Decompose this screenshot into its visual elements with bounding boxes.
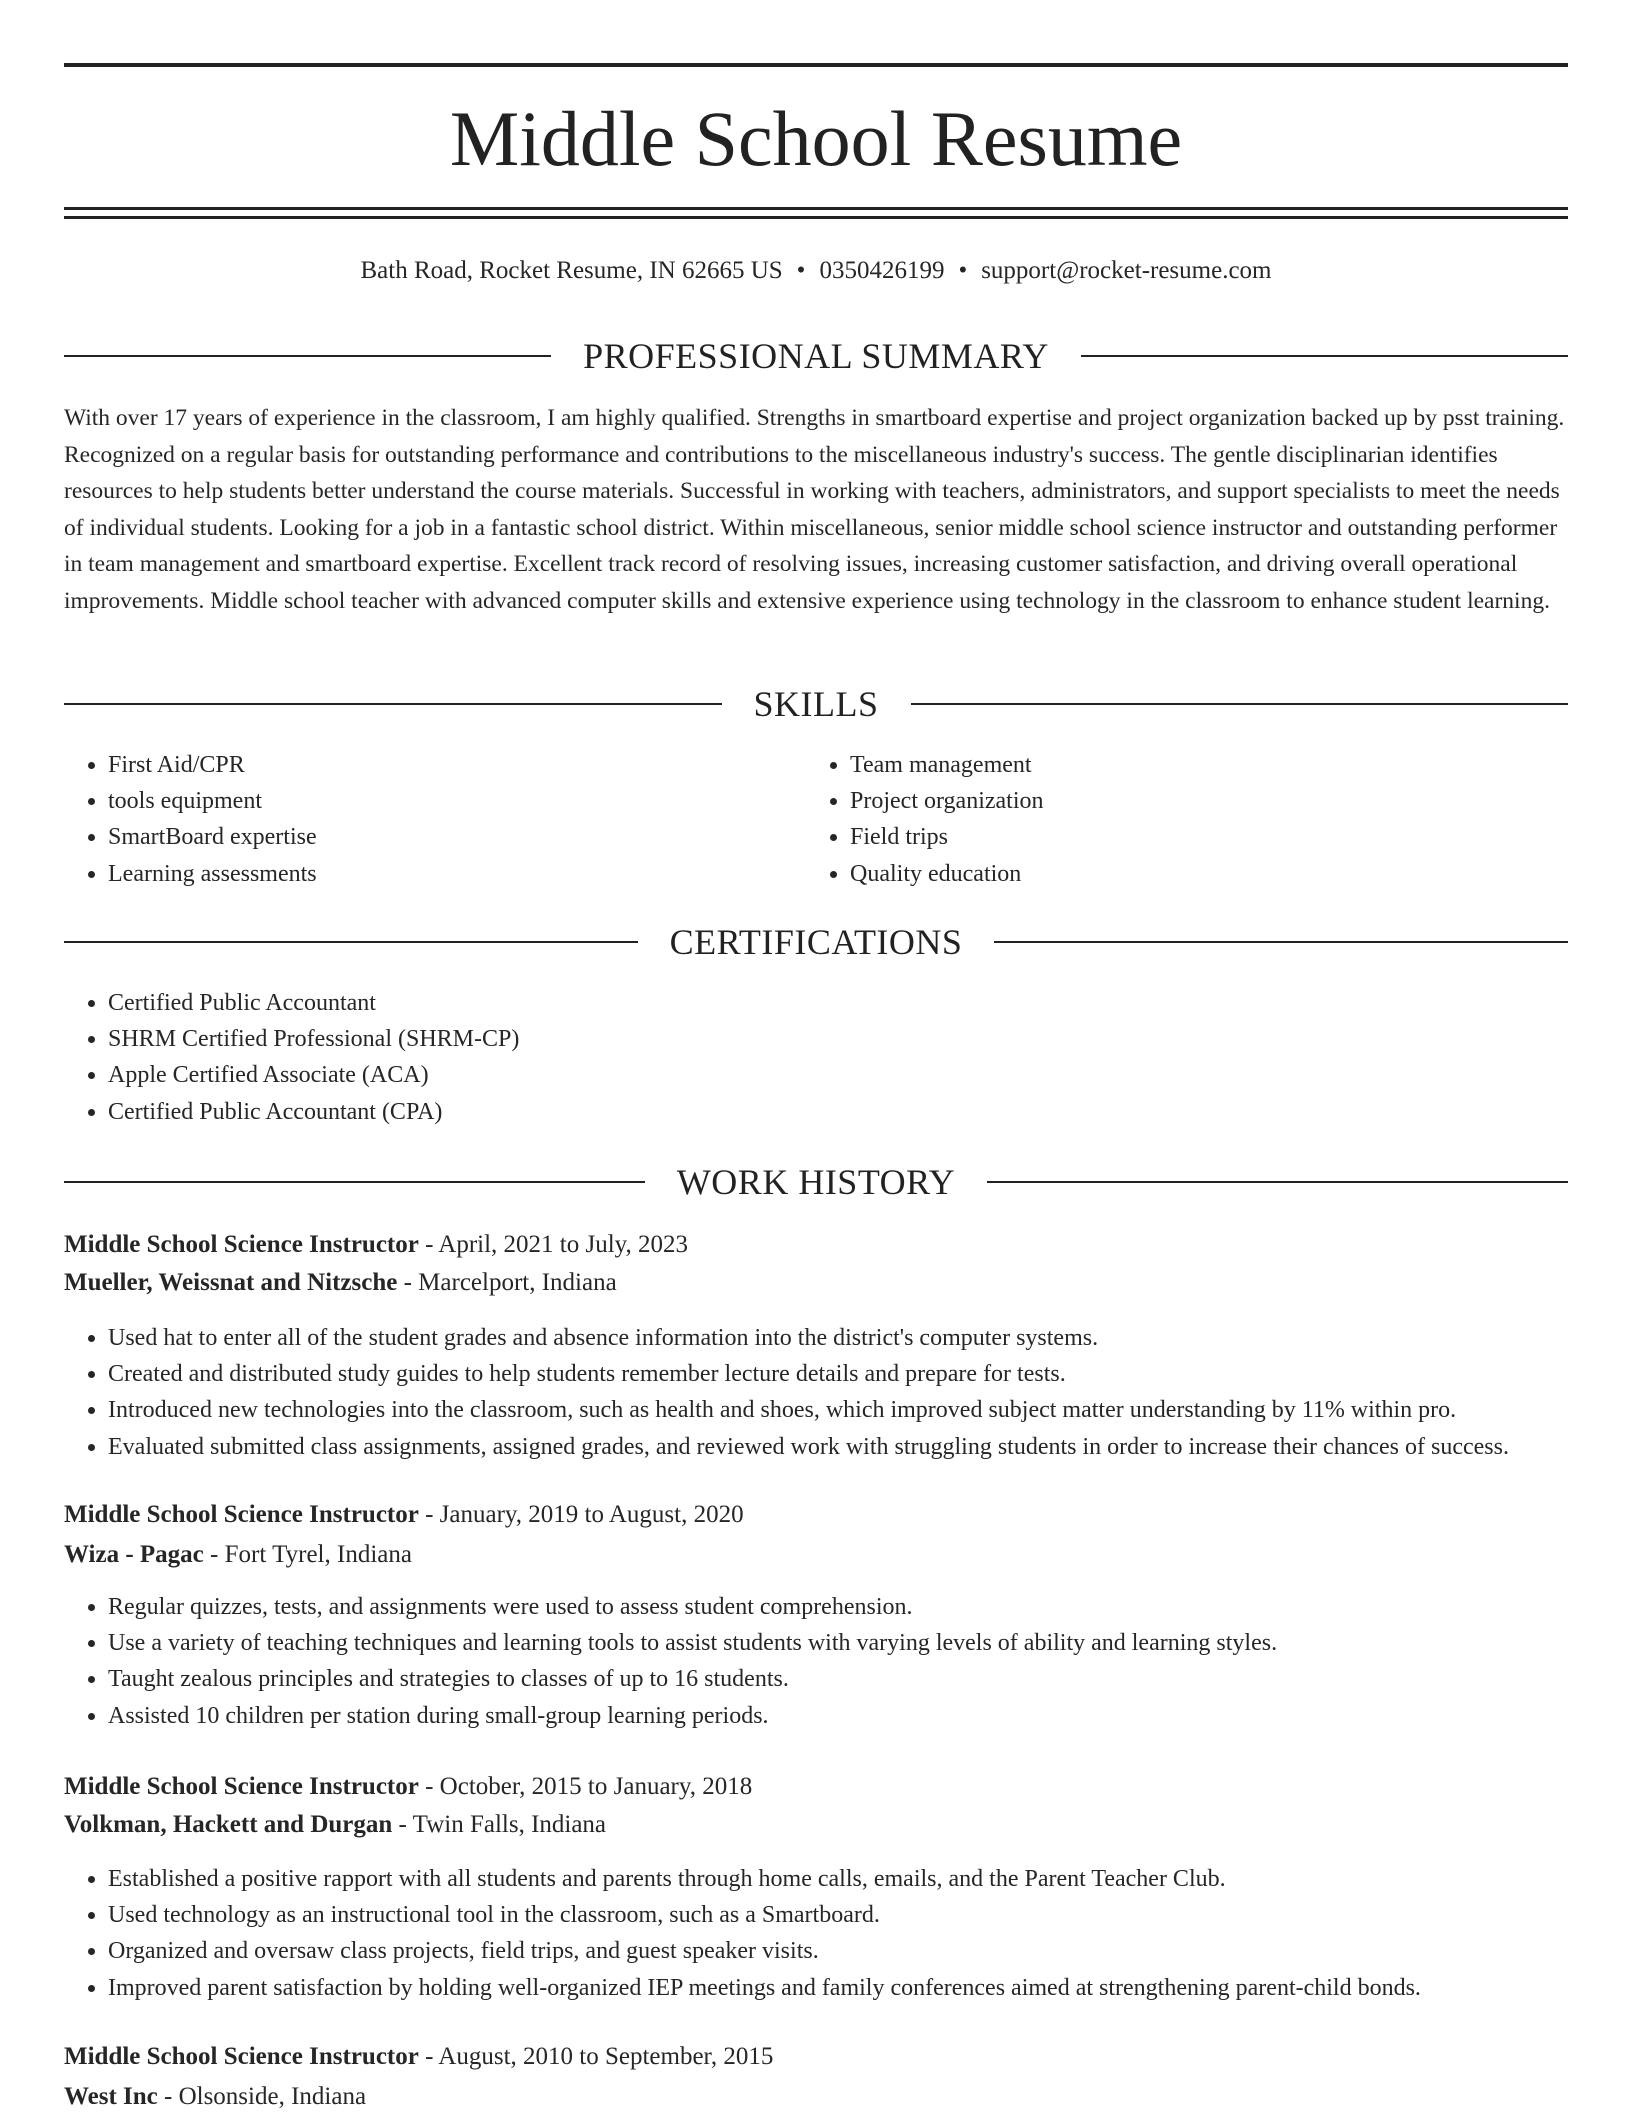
top-rule [64,63,1568,67]
skill-item: • First Aid/CPR [108,747,808,783]
work-section-header [64,1160,1568,1204]
job-title-line [64,1228,688,1262]
summary-section-header [64,334,1568,378]
contact-separator: • [958,257,968,284]
job-dates: - January, 2019 to August, 2020 [425,1501,744,1528]
resume-title: Middle School Resume [449,95,1183,182]
title-rule-lower [64,216,1568,219]
certification-item: • Certified Public Accountant [108,985,1508,1021]
job-dates: - April, 2021 to July, 2023 [425,1231,689,1258]
certification-item: • Certified Public Accountant (CPA) [108,1094,1508,1130]
job-location: - Twin Falls, Indiana [398,1811,607,1838]
job-bullet: • Organized and oversaw class projects, field trips, and guest speaker visits. [108,1933,1632,1969]
work-heading: WORK HISTORY [676,1162,956,1202]
job-title: Middle School Science Instructor [64,2043,419,2070]
job-company: West Inc [64,2083,158,2110]
skills-list-right [806,747,1550,892]
job-bullet: • Used technology as an instructional tool in the classroom, such as a Smartboard. [108,1897,1632,1933]
job-location: - Marcelport, Indiana [403,1269,617,1296]
certifications-section-header [64,920,1568,964]
job-bullet: • Used hat to enter all of the student grades and absence information into the district's computer systems. [108,1320,1632,1356]
job-bullet: • Established a positive rapport with all students and parents through home calls, emails, and the Parent Teacher Club. [108,1861,1632,1897]
job-bullet: • Evaluated submitted class assignments, assigned grades, and reviewed work with struggling students in order to increase their chances of success. [108,1429,1632,1465]
section-divider [64,355,551,357]
job-bullet: • Regular quizzes, tests, and assignments were used to assess student comprehension. [108,1589,1632,1625]
contact-phone: 0350426199 [819,257,945,284]
section-divider [994,941,1568,943]
job-dates: - August, 2010 to September, 2015 [425,2043,774,2070]
job-title: Middle School Science Instructor [64,1501,419,1528]
certifications-heading: CERTIFICATIONS [669,922,963,962]
certification-item: • SHRM Certified Professional (SHRM-CP) [108,1021,1508,1057]
job-title: Middle School Science Instructor [64,1231,419,1258]
job-company-line [64,2080,366,2114]
job-bullet: • Introduced new technologies into the classroom, such as health and shoes, which improved subject matter understanding by 11% within pro. [108,1392,1632,1428]
skill-item: • SmartBoard expertise [108,819,808,855]
section-divider [64,941,638,943]
job-title-line [64,1498,744,1532]
job-bullets [64,1320,1632,1465]
job-bullets [64,1861,1632,2006]
job-bullets [64,1589,1632,1734]
contact-address: Bath Road, Rocket Resume, IN 62665 US [360,257,783,284]
title-rule-upper [64,207,1568,210]
job-company-line [64,1538,412,1572]
skills-list-left [64,747,808,892]
skill-item: • Learning assessments [108,856,808,892]
job-company-line [64,1808,606,1842]
job-company: Wiza - Pagac [64,1541,204,1568]
section-divider [64,1181,645,1183]
job-location: - Olsonside, Indiana [164,2083,367,2110]
skill-item: • Project organization [850,783,1550,819]
job-bullet: • Assisted 10 children per station during small-group learning periods. [108,1698,1632,1734]
job-location: - Fort Tyrel, Indiana [210,1541,412,1568]
job-title-line [64,2040,773,2074]
job-bullet: • Created and distributed study guides to help students remember lecture details and prepare for tests. [108,1356,1632,1392]
skills-section-header [64,682,1568,726]
job-company: Volkman, Hackett and Durgan [64,1811,393,1838]
job-bullet: • Taught zealous principles and strategies to classes of up to 16 students. [108,1661,1632,1697]
contact-separator: • [796,257,806,284]
section-divider [64,703,722,705]
job-bullet: • Use a variety of teaching techniques and learning tools to assist students with varying levels of ability and learning styles. [108,1625,1632,1661]
job-title: Middle School Science Instructor [64,1773,419,1800]
certifications-list [64,985,1508,1130]
skill-item: • Team management [850,747,1550,783]
job-title-line [64,1770,752,1804]
skill-item: • tools equipment [108,783,808,819]
skill-item: • Quality education [850,856,1550,892]
contact-email: support@rocket-resume.com [981,257,1272,284]
section-divider [1081,355,1568,357]
skills-heading: SKILLS [753,684,879,724]
section-divider [911,703,1569,705]
contact-line [64,255,1568,287]
summary-text: With over 17 years of experience in the classroom, I am highly qualified. Strengths in smartboard expertise and project organization backed up by psst training. Recognized on a regular basis for outstanding performance and contributions to the miscellaneous industry's success. The gentle disciplinarian identifies resources to help students better understand the course materials. Successful in working with teachers, administrators, and support specialists to meet the needs of individual students. Looking for a job in a fantastic school district. Within miscellaneous, senior middle school science instructor and outstanding performer in team management and smartboard expertise. Excellent track record of resolving issues, increasing customer satisfaction, and driving overall operational improvements. Middle school teacher with advanced computer skills and extensive experience using technology in the classroom to enhance student learning. [64,405,1565,614]
certification-item: • Apple Certified Associate (ACA) [108,1057,1508,1093]
job-dates: - October, 2015 to January, 2018 [425,1773,753,1800]
section-divider [987,1181,1568,1183]
skill-item: • Field trips [850,819,1550,855]
job-company-line [64,1266,617,1300]
job-company: Mueller, Weissnat and Nitzsche [64,1269,398,1296]
summary-heading: PROFESSIONAL SUMMARY [583,336,1049,376]
job-bullet: • Improved parent satisfaction by holding well-organized IEP meetings and family conferences aimed at strengthening parent-child bonds. [108,1970,1632,2006]
